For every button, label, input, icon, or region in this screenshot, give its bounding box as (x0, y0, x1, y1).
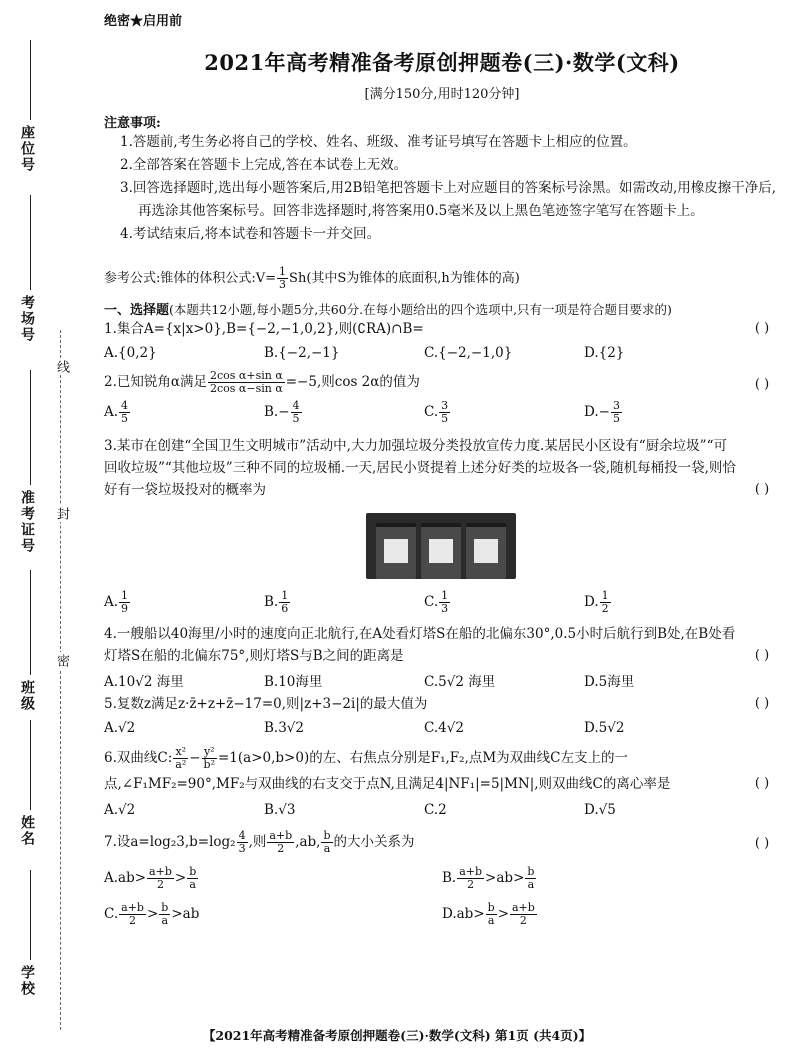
question-text: 1.集合A={x|x>0},B={−2,−1,0,2},则(∁RA)∩B= (104, 321, 424, 337)
denominator: a² (175, 758, 187, 771)
greater-than: > (174, 869, 187, 886)
denominator: 3 (279, 278, 287, 291)
option-c (424, 400, 584, 425)
question-text: 的大小关系为 (333, 834, 415, 850)
numerator: a+b (121, 900, 144, 914)
seat-number-blank (30, 40, 31, 120)
name-blank (30, 720, 31, 810)
trash-bin-image (466, 523, 506, 579)
option-d (442, 902, 780, 927)
fraction (119, 590, 130, 615)
fraction (510, 902, 537, 927)
name-label: 姓名 (19, 815, 35, 847)
cut-mark-secret: 密 (54, 654, 69, 667)
denominator: 3 (441, 601, 449, 615)
option-b (264, 590, 424, 615)
option-b (264, 400, 424, 425)
option-d (584, 400, 744, 425)
option-c: C.5√2 海里 (424, 674, 496, 690)
option-a: A.√2 (104, 720, 136, 736)
formula-suffix: Sh(其中S为锥体的底面积,h为锥体的高) (289, 271, 520, 286)
answer-parentheses: ( ) (754, 696, 770, 711)
question-4-options (104, 667, 780, 693)
option-a: A.10√2 海里 (104, 674, 184, 690)
option-label: A.ab> (104, 869, 147, 886)
option-b: B.10海里 (264, 674, 323, 690)
question-text: =1(a>0,b>0)的左、右焦点分别是F₁,F₂,点M为双曲线C左支上的一点,∠F₁MF₂=90°,MF₂与双曲线的右支交于点N,且满足4|NF₁|=5|MN|,则双曲线C的离心率是 (104, 750, 671, 792)
question-text: =−5,则cos 2α的值为 (285, 374, 420, 390)
exam-room-label: 考场号 (19, 295, 35, 343)
denominator: a (527, 877, 535, 891)
notice-item: 3.回答选择题时,选出每小题答案后,用2B铅笔把答题卡上对应题目的答案标号涂黑。如需改动,用橡皮擦干净后,再选涂其他答案标号。回答非选择题时,将答案用0.5毫米及以上黑色笔迹签字笔写在答题卡上。 (120, 180, 777, 219)
fraction (202, 746, 217, 771)
trash-bin-image (376, 523, 416, 579)
fraction (486, 902, 497, 927)
admission-number-label: 准考证号 (19, 490, 35, 554)
fraction (267, 830, 294, 855)
question-6 (104, 745, 780, 797)
fraction (159, 902, 170, 927)
trash-bin-image (421, 523, 461, 579)
fraction (439, 590, 450, 615)
question-text: 4.一艘船以40海里/小时的速度向正北航行,在A处看灯塔S在船的北偏东30°,0.5小时后航行到B处,在B处看灯塔S在船的北偏东75°,则灯塔S与B之间的距离是 (104, 626, 736, 664)
fraction (208, 370, 285, 395)
option-a (104, 590, 264, 615)
denominator: 5 (292, 411, 300, 425)
numerator: b (189, 864, 197, 878)
question-text: 6.双曲线C: (104, 750, 173, 766)
fraction (600, 590, 611, 615)
option-label: A. (104, 403, 119, 420)
fraction (187, 866, 198, 891)
denominator: a (323, 842, 331, 855)
question-3-options (104, 585, 780, 619)
reference-formula (104, 266, 780, 291)
denominator: 2 (129, 913, 137, 927)
denominator: 2 (467, 877, 475, 891)
option-sign: − (278, 403, 290, 420)
denominator: 3 (238, 842, 246, 855)
page-footer: 【2021年高考精准备考原创押题卷(三)·数学(文科) 第1页 (共4页)】 (202, 1028, 592, 1043)
denominator: 2 (601, 601, 609, 615)
school-label: 学校 (19, 965, 35, 997)
numerator: 1 (121, 588, 129, 602)
numerator: b (323, 829, 331, 842)
question-1-options (104, 340, 780, 366)
seat-number-label: 座位号 (19, 125, 35, 173)
numerator: b (527, 864, 535, 878)
option-d: D.√5 (584, 802, 616, 818)
question-7-options-row-2 (104, 899, 780, 929)
option-a (104, 866, 442, 891)
fraction (279, 590, 290, 615)
answer-parentheses: ( ) (754, 377, 770, 392)
denominator: 5 (612, 411, 620, 425)
numerator: 1 (441, 588, 449, 602)
option-b: B.3√2 (264, 720, 304, 736)
question-text: 2.已知锐角α满足 (104, 374, 207, 390)
question-5 (104, 693, 780, 715)
admission-number-blank (30, 370, 31, 485)
question-text: ,ab, (295, 834, 321, 850)
option-label: C. (424, 403, 439, 420)
minus-sign: − (189, 750, 201, 766)
option-d (584, 590, 744, 615)
option-label: D. (584, 403, 599, 420)
fraction (321, 830, 332, 855)
term-ab: ab (182, 905, 200, 922)
answer-parentheses: ( ) (754, 321, 770, 336)
numerator: a+b (269, 829, 293, 842)
fraction (439, 400, 450, 425)
question-3 (104, 435, 780, 501)
question-1 (104, 318, 780, 340)
fraction (119, 902, 146, 927)
option-d: D.{2} (584, 345, 625, 361)
numerator: b (487, 900, 495, 914)
fraction (173, 746, 188, 771)
option-a (104, 400, 264, 425)
term-ab: ab (496, 869, 514, 886)
option-c: C.4√2 (424, 720, 464, 736)
answer-parentheses: ( ) (754, 482, 770, 497)
denominator: 2 (519, 913, 527, 927)
option-sign: − (598, 403, 610, 420)
question-text: ,则 (248, 834, 267, 850)
numerator: 1 (601, 588, 609, 602)
answer-parentheses: ( ) (754, 836, 770, 851)
binding-cut-line (60, 330, 61, 1030)
numerator: 2cos α+sin α (210, 369, 283, 382)
option-label: A. (104, 593, 119, 610)
option-label: C. (104, 905, 119, 922)
fraction (277, 266, 288, 291)
fraction (525, 866, 536, 891)
binding-sidebar (0, 0, 95, 1053)
option-label: B. (264, 593, 279, 610)
option-label: B. (442, 869, 457, 886)
numerator: 3 (441, 398, 449, 412)
answer-parentheses: ( ) (754, 776, 770, 791)
greater-than: > (171, 905, 183, 922)
option-b: B.{−2,−1} (264, 345, 340, 361)
option-c: C.2 (424, 802, 447, 818)
denominator: a (161, 913, 169, 927)
greater-than: > (513, 869, 525, 886)
fraction (457, 866, 484, 891)
exam-subtitle: [满分150分,用时120分钟] (364, 87, 520, 102)
option-label: B. (264, 403, 279, 420)
section-heading (104, 299, 780, 318)
numerator: b (161, 900, 169, 914)
question-5-options (104, 715, 780, 741)
denominator: a (189, 877, 196, 891)
denominator: 9 (121, 601, 129, 615)
denominator: b² (203, 758, 215, 771)
class-label: 班级 (19, 680, 35, 712)
formula-prefix: 参考公式:锥体的体积公式:V= (104, 271, 277, 286)
option-d: D.5海里 (584, 674, 635, 690)
option-b: B.√3 (264, 802, 296, 818)
exam-title: 2021年高考精准备考原创押题卷(三)·数学(文科) (204, 50, 680, 75)
numerator: 1 (281, 588, 289, 602)
notice-item: 4.考试结束后,将本试卷和答题卡一并交回。 (120, 226, 381, 242)
notice-item: 2.全部答案在答题卡上完成,答在本试卷上无效。 (120, 157, 408, 173)
confidential-mark: 绝密★启用前 (104, 14, 183, 29)
numerator: 3 (612, 398, 620, 412)
option-a: A.√2 (104, 802, 136, 818)
numerator: 4 (121, 398, 129, 412)
greater-than: > (497, 905, 509, 922)
fraction (611, 400, 622, 425)
greater-than: > (485, 869, 497, 886)
denominator: 5 (441, 411, 449, 425)
greater-than: > (146, 905, 159, 922)
option-c: C.{−2,−1,0} (424, 345, 513, 361)
option-a: A.{0,2} (104, 345, 157, 361)
question-2-options (104, 395, 780, 429)
question-text: 5.复数z满足z·z̄+z+z̄−17=0,则|z+3−2i|的最大值为 (104, 696, 428, 712)
numerator: a+b (512, 900, 535, 914)
numerator: a+b (459, 864, 483, 878)
question-text: 7.设a=log₂3,b=log₂ (104, 834, 236, 850)
denominator: 2 (277, 842, 285, 855)
cut-mark-line: 线 (54, 360, 69, 373)
class-blank (30, 570, 31, 675)
section-title: 一、选择题 (104, 303, 170, 318)
option-c (104, 902, 442, 927)
option-b (442, 866, 780, 891)
school-blank (30, 870, 31, 960)
option-d: D.5√2 (584, 720, 625, 736)
answer-parentheses: ( ) (754, 648, 770, 663)
option-label: C. (424, 593, 439, 610)
numerator: a+b (149, 864, 172, 878)
exam-room-blank (30, 195, 31, 290)
option-label: D. (584, 593, 599, 610)
numerator: 4 (292, 398, 300, 412)
trash-bins-photo (366, 513, 516, 579)
denominator: 6 (281, 601, 289, 615)
exam-content (104, 10, 780, 929)
fraction (119, 400, 130, 425)
numerator: y² (202, 746, 217, 759)
denominator: 5 (121, 411, 129, 425)
option-label: D.ab> (442, 905, 485, 922)
denominator: 2cos α−sin α (210, 382, 283, 395)
question-4 (104, 623, 780, 667)
section-description: (本题共12小题,每小题5分,共60分.在每小题给出的四个选项中,只有一项是符合题目要求的) (169, 302, 672, 317)
question-7-options-row-1 (104, 863, 780, 893)
question-text: 3.某市在创建“全国卫生文明城市”活动中,大力加强垃圾分类投放宣传力度.某居民小区设有“厨余垃圾”“可回收垃圾”“其他垃圾”三种不同的垃圾桶.一天,居民小贤提着上述分好类的垃圾各一袋,随机每桶投一袋,则恰好有一袋垃圾投对的概率为 (104, 438, 736, 498)
numerator: 4 (238, 829, 246, 842)
fraction (237, 830, 248, 855)
denominator: a (487, 913, 495, 927)
notice-title: 注意事项: (104, 116, 161, 131)
question-6-options (104, 797, 780, 823)
numerator: 1 (279, 265, 287, 278)
option-c (424, 590, 584, 615)
question-7 (104, 829, 780, 855)
question-2 (104, 370, 780, 395)
fraction (147, 866, 174, 891)
denominator: 2 (156, 877, 164, 891)
cut-mark-seal: 封 (54, 507, 69, 520)
fraction (291, 400, 302, 425)
numerator: x² (173, 746, 188, 759)
notice-item: 1.答题前,考生务必将自己的学校、姓名、班级、准考证号填写在答题卡上相应的位置。 (120, 134, 637, 150)
